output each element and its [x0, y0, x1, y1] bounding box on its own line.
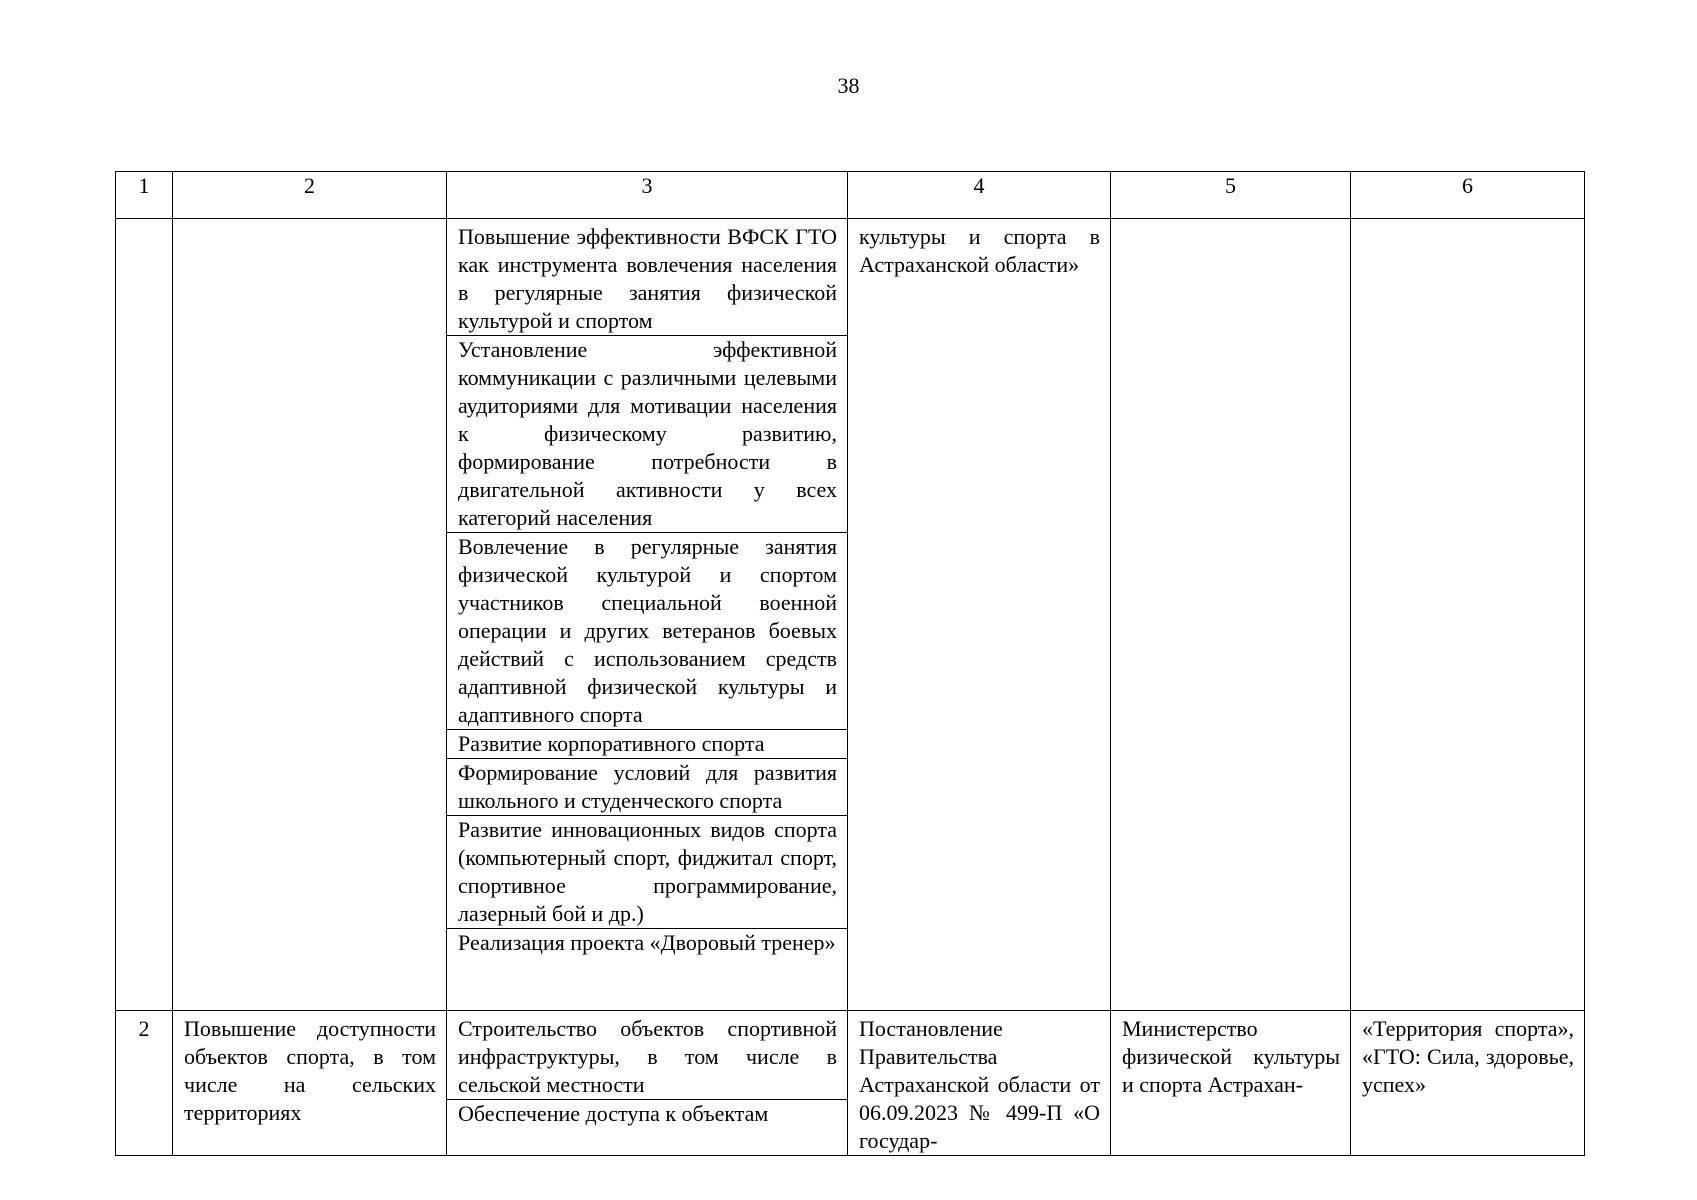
task-item: Установление эффективной коммуникации с различными целевыми аудиториями для мотивации населения к физическому развитию, формирование потребности в двигательной активности у всех категорий населения	[447, 335, 847, 532]
table-row	[116, 219, 1585, 1011]
goal-cell	[173, 219, 447, 1011]
task-item: Формирование условий для развития школьного и студенческого спорта	[447, 758, 847, 815]
header-cell: 5	[1111, 172, 1351, 219]
task-item: Реализация проекта «Дворовый тренер»	[447, 928, 847, 957]
task-list	[447, 219, 847, 957]
row-number-cell: 2	[116, 1011, 173, 1156]
project-cell: «Территория спорта», «ГТО: Сила, здоровье, успех»	[1351, 1011, 1585, 1156]
goal-cell: Повышение доступности объектов спорта, в том числе на сельских территориях	[173, 1011, 447, 1156]
task-item: Повышение эффективности ВФСК ГТО как инструмента вовлечения населения в регулярные занятия физической культурой и спортом	[458, 224, 837, 333]
document-cell: Постановление Правительства Астраханской области от 06.09.2023 № 499-П «О государ-	[848, 1011, 1111, 1156]
document-cell: культуры и спорта в Астраханской области»	[848, 219, 1111, 1011]
task-item: Строительство объектов спортивной инфраструктуры, в том числе в сельской местности	[458, 1016, 837, 1097]
header-cell: 1	[116, 172, 173, 219]
table-row	[116, 1011, 1585, 1156]
header-cell: 6	[1351, 172, 1585, 219]
header-cell: 2	[173, 172, 447, 219]
project-cell	[1351, 219, 1585, 1011]
task-item: Вовлечение в регулярные занятия физической культурой и спортом участников специальной военной операции и других ветеранов боевых действий с использованием средств адаптивной физической культуры и адаптивного спорта	[447, 532, 847, 729]
page-number: 38	[837, 73, 860, 98]
header-cell: 3	[447, 172, 848, 219]
tasks-cell	[447, 1011, 848, 1156]
responsible-cell	[1111, 219, 1351, 1011]
task-item: Обеспечение доступа к объектам	[447, 1099, 847, 1128]
task-list	[447, 1011, 847, 1128]
document-table	[115, 171, 1585, 1156]
task-item: Развитие инновационных видов спорта (компьютерный спорт, фиджитал спорт, спортивное программирование, лазерный бой и др.)	[447, 815, 847, 928]
header-cell: 4	[848, 172, 1111, 219]
responsible-cell: Министерство физической культуры и спорта Астрахан-	[1111, 1011, 1351, 1156]
row-number-cell	[116, 219, 173, 1011]
task-item: Развитие корпоративного спорта	[447, 729, 847, 758]
tasks-cell	[447, 219, 848, 1011]
header-row	[116, 172, 1585, 219]
